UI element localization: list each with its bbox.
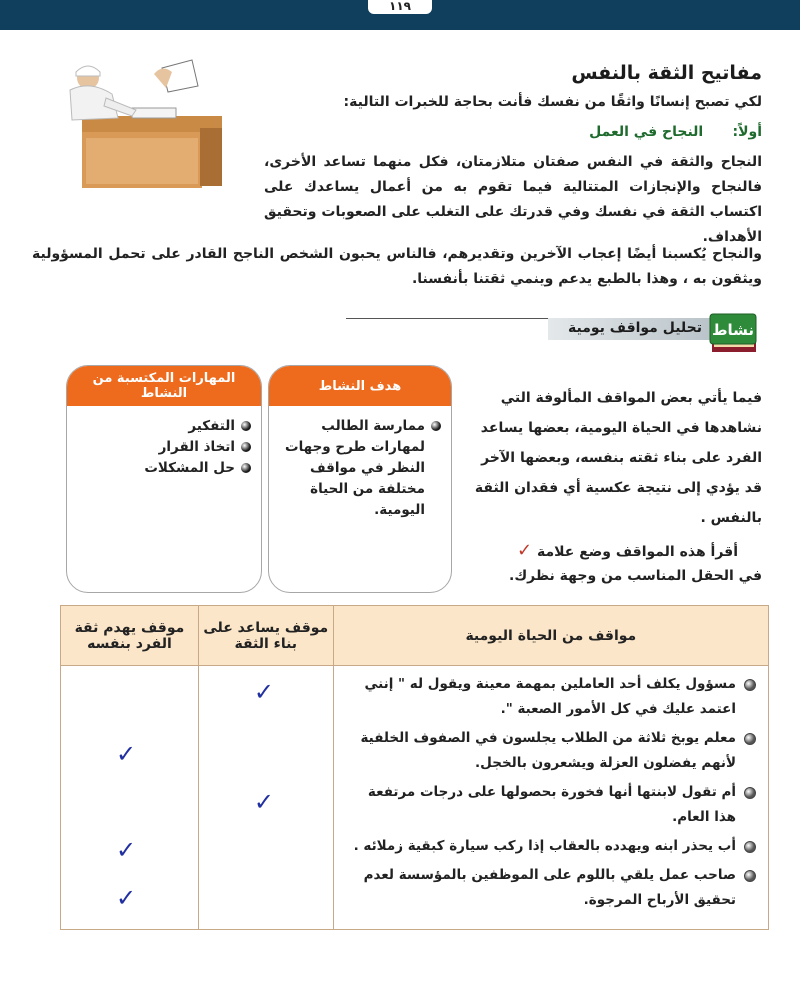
office-illustration bbox=[62, 58, 230, 190]
bullet-icon bbox=[744, 787, 756, 799]
check-mark-icon: ✓ bbox=[116, 836, 137, 864]
situation-item: صاحب عمل يلقي باللوم على الموظفين بالمؤسسة لعدم تحقيق الأرباح المرجوة. bbox=[342, 863, 756, 913]
situation-item: أم تقول لابنتها أنها فخورة بحصولها على درجات مرتفعة هذا العام. bbox=[342, 780, 756, 830]
first-subheading: أولاً: النجاح في العمل bbox=[589, 124, 762, 140]
bullet-icon bbox=[431, 421, 441, 431]
bullet-icon bbox=[744, 733, 756, 745]
check-mark-icon: ✓ bbox=[517, 540, 533, 561]
paragraph-2: والنجاح يُكسبنا أيضًا إعجاب الآخرين وتقديرهم، فالناس يحبون الشخص الناجح القادر على تحمل المسؤولية ويثقون به ، وهذا بالطبع يدعم وينمي ثقتنا بأنفسنا. bbox=[32, 246, 762, 287]
activity-description-line: الفرد على بناء ثقته بنفسه، وبعضها الآخر bbox=[481, 450, 762, 466]
activity-description-line: بالنفس . bbox=[700, 510, 762, 526]
situation-item: معلم يوبخ ثلاثة من الطلاب يجلسون في الصفوف الخلفية لأنهم يفضلون العزلة ويشعرون بالخجل. bbox=[342, 726, 756, 776]
skill-item: التفكير bbox=[75, 416, 251, 437]
bullet-icon bbox=[241, 421, 251, 431]
check-mark-icon: ✓ bbox=[116, 740, 137, 768]
goal-card-header: هدف النشاط bbox=[269, 366, 451, 406]
instruction-line: أقرأ هذه المواقف وضع علامة ✓ bbox=[517, 540, 738, 561]
section-title: مفاتيح الثقة بالنفس bbox=[571, 62, 762, 84]
intro-text: لكي تصبح إنسانًا واثقًا من نفسك فأنت بحاجة للخبرات التالية: bbox=[343, 94, 762, 110]
bullet-icon bbox=[241, 463, 251, 473]
skill-item: حل المشكلات bbox=[75, 458, 251, 479]
goal-card bbox=[268, 365, 452, 593]
skill-item: اتخاذ القرار bbox=[75, 437, 251, 458]
situations-cell bbox=[333, 666, 768, 930]
activity-badge-label: نشاط bbox=[711, 321, 755, 339]
bullet-icon bbox=[241, 442, 251, 452]
activity-title: تحليل مواقف يومية bbox=[567, 320, 702, 336]
header-destroys-confidence: موقف يهدم ثقة الفرد بنفسه bbox=[61, 606, 199, 666]
header-builds-confidence: موقف يساعد على بناء الثقة bbox=[198, 606, 333, 666]
activity-description-line: فيما يأتي بعض المواقف المألوفة التي bbox=[500, 390, 762, 406]
instruction-line-2: في الحقل المناسب من وجهة نظرك. bbox=[509, 568, 762, 584]
builds-column[interactable] bbox=[198, 666, 333, 930]
situation-item: أب يحذر ابنه ويهدده بالعقاب إذا ركب سيارة كبقية زملائه . bbox=[342, 834, 756, 859]
skills-card-header: المهارات المكتسبة من النشاط bbox=[67, 366, 261, 406]
skills-card bbox=[66, 365, 262, 593]
page-number: ١١٩ bbox=[368, 0, 432, 14]
activity-description-line: قد يؤدي إلى نتيجة عكسية أي فقدان الثقة bbox=[474, 480, 762, 496]
goal-item: ممارسة الطالب لمهارات طرح وجهات النظر في مواقف مختلفة من الحياة اليومية. bbox=[277, 416, 441, 521]
situation-item: مسؤول يكلف أحد العاملين بمهمة معينة ويقول له " إنني اعتمد عليك في كل الأمور الصعبة ". bbox=[342, 672, 756, 722]
bullet-icon bbox=[744, 841, 756, 853]
check-mark-icon: ✓ bbox=[116, 884, 137, 912]
bullet-icon bbox=[744, 870, 756, 882]
check-mark-icon: ✓ bbox=[253, 678, 274, 706]
activity-description-line: نشاهدها في الحياة اليومية، بعضها يساعد bbox=[480, 420, 762, 436]
paragraph-1: النجاح والثقة في النفس صفتان متلازمتان، فكل منهما تساعد الأخرى، فالنجاح والإنجازات المتتالية فيما تقوم به من أعمال يساعدك على اكتساب الثقة في نفسك وفي قدرتك على التغلب على الصعوبات وتحقيق الأهداف. bbox=[264, 154, 762, 245]
check-mark-icon: ✓ bbox=[253, 788, 274, 816]
destroys-column[interactable] bbox=[61, 666, 199, 930]
activity-badge-icon bbox=[708, 312, 760, 356]
situations-table bbox=[60, 605, 769, 930]
bullet-icon bbox=[744, 679, 756, 691]
header-situations: مواقف من الحياة اليومية bbox=[333, 606, 768, 666]
